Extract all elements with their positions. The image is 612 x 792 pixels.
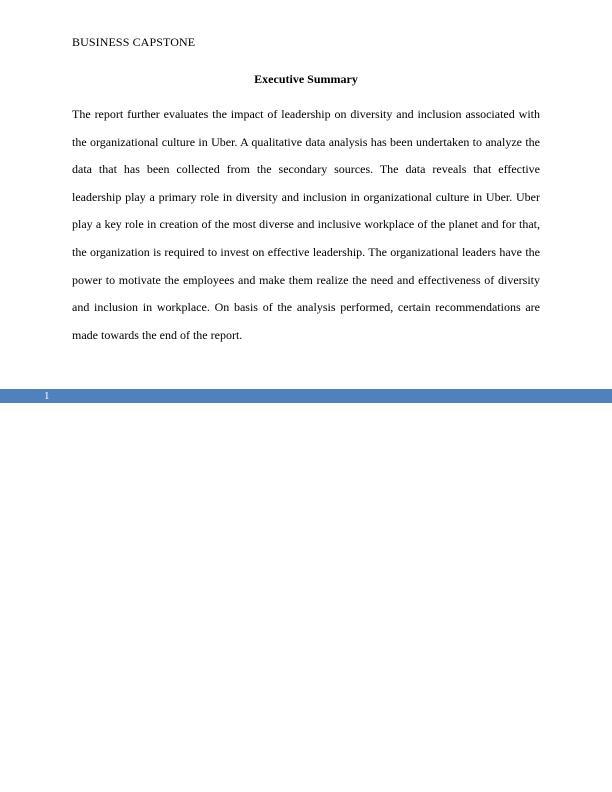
section-title: Executive Summary	[254, 72, 358, 86]
footer-bar	[0, 389, 612, 403]
page-number: 1	[44, 390, 50, 402]
running-head: BUSINESS CAPSTONE	[72, 35, 196, 49]
body-paragraph: The report further evaluates the impact of leadership on diversity and inclusion associated with the organizational culture in Uber. A qualitative data analysis has been undertaken to analyze the data that has been collected from the secondary sources. The data reveals that effective leadership play a primary role in diversity and inclusion in organizational culture in Uber. Uber play a key role in creation of the most diverse and inclusive workplace of the planet and for that, the organization is required to invest on effective leadership. The organizational leaders have the power to motivate the employees and make them realize the need and effectiveness of diversity and inclusion in workplace. On basis of the analysis performed, certain recommendations are made towards the end of the report.	[72, 107, 540, 342]
